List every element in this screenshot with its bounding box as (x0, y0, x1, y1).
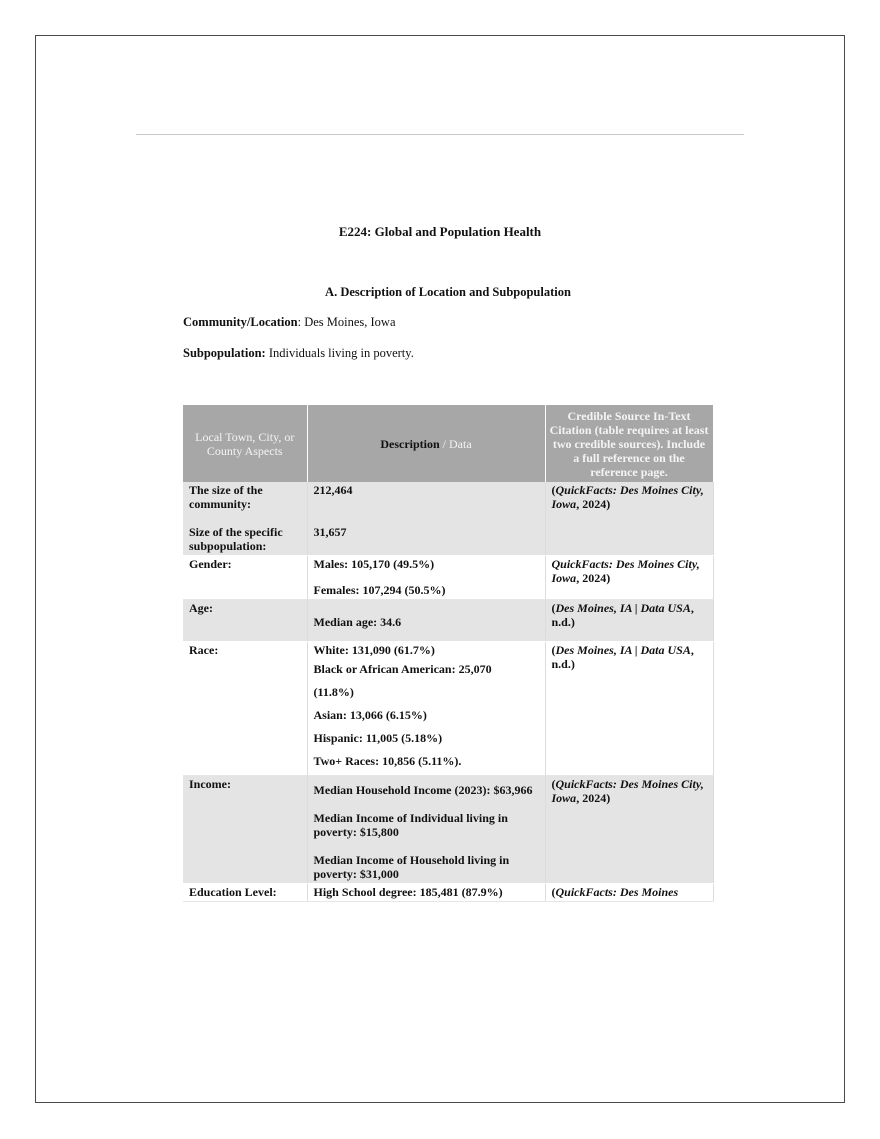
row-label: Income: (183, 776, 307, 884)
race-white: White: 131,090 (61.7%) (313, 643, 435, 657)
header-rule (136, 134, 744, 135)
table-row-education (183, 884, 713, 902)
race-asian: Asian: 13,066 (6.15%) (313, 708, 427, 722)
size-subpopulation-label: Size of the specific subpopulation: (189, 525, 283, 553)
row-label (183, 482, 307, 556)
gender-males: Males: 105,170 (49.5%) (313, 557, 435, 571)
row-label: Race: (183, 642, 307, 776)
row-label: Age: (183, 600, 307, 642)
row-source: (QuickFacts: Des Moines City, Iowa, 2024) (545, 482, 713, 556)
community-value: : Des Moines, Iowa (297, 315, 396, 329)
race-black-pct: (11.8%) (313, 685, 354, 699)
income-household-poverty: Median Income of Household living in poverty: $31,000 (313, 853, 510, 881)
community-field (183, 315, 396, 330)
table-row-income (183, 776, 713, 884)
race-two-plus: Two+ Races: 10,856 (5.11%). (313, 754, 462, 768)
source-title: QuickFacts: Des Moines City, Iowa (551, 777, 704, 805)
section-heading: A. Description of Location and Subpopulation (325, 285, 571, 299)
income-household: Median Household Income (2023): $63,966 (313, 783, 533, 797)
row-source: QuickFacts: Des Moines City, Iowa, 2024) (545, 556, 713, 600)
header-description-light: / Data (439, 436, 472, 451)
size-community-label: The size of the community: (189, 483, 263, 511)
age-median: Median age: 34.6 (313, 615, 402, 629)
row-source: (QuickFacts: Des Moines (545, 884, 713, 902)
subpopulation-label: Subpopulation: (183, 346, 266, 360)
subpopulation-value: Individuals living in poverty. (265, 346, 414, 360)
row-source: (QuickFacts: Des Moines City, Iowa, 2024) (545, 776, 713, 884)
size-subpopulation-value: 31,657 (313, 525, 347, 539)
table-row-race (183, 642, 713, 776)
data-table (183, 405, 714, 902)
size-community-value: 212,464 (313, 483, 353, 497)
row-label: Education Level: (183, 884, 307, 902)
document-title: E224: Global and Population Health (338, 224, 542, 239)
source-title: QuickFacts: Des Moines City, Iowa (551, 557, 700, 585)
header-citation: Credible Source In-Text Citation (table requires at least two credible sources). Include a full reference on the reference page. (545, 405, 713, 482)
source-title: QuickFacts: Des Moines (555, 885, 679, 899)
row-label: Gender: (183, 556, 307, 600)
gender-females: Females: 107,294 (50.5%) (313, 583, 446, 597)
table-row-age (183, 600, 713, 642)
community-label: Community/Location (183, 315, 298, 329)
source-title: QuickFacts: Des Moines City, Iowa (551, 483, 704, 511)
table-row-gender (183, 556, 713, 600)
source-title: Des Moines, IA | Data USA (555, 601, 691, 615)
header-description-dark: Description (380, 436, 440, 451)
subpopulation-field (183, 346, 414, 361)
table-header-row (183, 405, 713, 482)
header-aspects: Local Town, City, or County Aspects (183, 405, 307, 482)
row-data (307, 776, 545, 884)
row-data: High School degree: 185,481 (87.9%) (307, 884, 545, 902)
row-data (307, 600, 545, 642)
header-description (307, 405, 545, 482)
race-black: Black or African American: 25,070 (313, 662, 492, 676)
row-data (307, 556, 545, 600)
table-row-size (183, 482, 713, 556)
row-source: (Des Moines, IA | Data USA, n.d.) (545, 600, 713, 642)
row-data (307, 482, 545, 556)
income-individual-poverty: Median Income of Individual living in poverty: $15,800 (313, 811, 508, 839)
row-data (307, 642, 545, 776)
race-hispanic: Hispanic: 11,005 (5.18%) (313, 731, 443, 745)
source-title: Des Moines, IA | Data USA (555, 643, 691, 657)
row-source: (Des Moines, IA | Data USA, n.d.) (545, 642, 713, 776)
